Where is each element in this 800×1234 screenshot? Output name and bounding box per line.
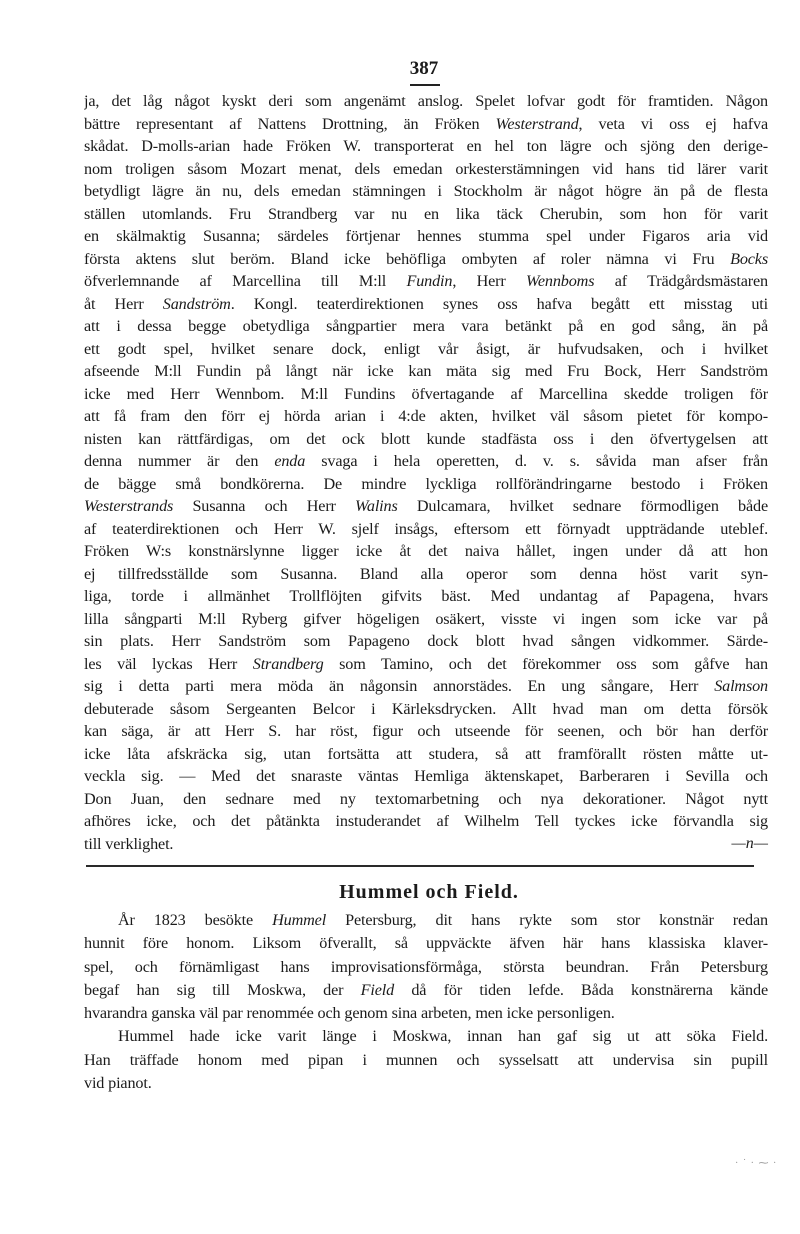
- text-segment: första aktens slut beröm. Bland icke behöfliga ombyten af roler nämna vi Fru: [84, 249, 731, 268]
- text-segment: sin plats. Herr Sandström som Papageno dock blott hvad sången vidkommer. Särde-: [84, 632, 768, 650]
- text-segment: icke med Herr Wennbom. M:ll Fundins öfvertagande af Marcellina skedde troligen för: [84, 384, 768, 403]
- text-segment: begaf han sig till Moskwa, der: [84, 980, 361, 999]
- article-hummel-field-text: [84, 909, 768, 1095]
- text-segment: skådat. D-molls-arian hade Fröken W. transporterat en hel ton lägre och sjöng den derige-: [84, 137, 768, 155]
- text-line: [84, 270, 768, 293]
- text-segment: debuterade såsom Sergeanten Belcor i Kärleksdrycken. Allt hvad man om detta försök: [84, 699, 768, 718]
- page-number-rule: [410, 84, 440, 86]
- text-segment: till verklighet.: [84, 834, 174, 853]
- text-segment: icke låta afskräcka sig, utan fortsätta att studera, så att framförallt rösten måtte ut-: [84, 744, 768, 763]
- text-segment: sig i detta parti mera möda än någonsin annorstädes. En ung sångare, Herr: [84, 677, 715, 695]
- author-signature: —n—: [731, 834, 768, 852]
- italic-name: Westerstrand: [495, 114, 579, 133]
- italic-name: Walins: [355, 497, 398, 515]
- text-segment: Fröken W:s konstnärslynne ligger icke åt det naiva hållet, ingen under då att hon: [84, 542, 768, 560]
- text-segment: , veta vi oss ej hafva: [578, 114, 768, 133]
- text-segment: Han träffade honom med pipan i munnen och sysselsatt att undervisa sin pupill: [84, 1050, 768, 1069]
- text-line: [84, 540, 768, 563]
- text-line: [84, 765, 768, 788]
- italic-name: Salmson: [714, 677, 768, 695]
- text-segment: att i dessa begge obetydliga sångpartier mera vara betänkt på en god sång, än på: [84, 317, 768, 335]
- text-line: [84, 909, 768, 932]
- text-segment: afseende M:ll Fundin på långt när icke kan mäta sig med Fru Bock, Herr Sandström: [84, 362, 768, 380]
- text-line: [84, 563, 768, 586]
- text-line: [84, 956, 768, 979]
- text-segment: Hummel hade icke varit länge i Moskwa, innan han gaf sig ut att söka Field.: [118, 1027, 768, 1046]
- text-segment: bättre representant af Nattens Drottning, än Fröken: [84, 114, 496, 133]
- text-line: [84, 585, 768, 608]
- text-line: [84, 698, 768, 721]
- text-line: [84, 225, 768, 248]
- text-line: [84, 608, 768, 631]
- text-line: [84, 1072, 768, 1095]
- text-line: [84, 653, 768, 676]
- text-segment: att få fram den förr ej hörda arian i 4:de akten, hvilket väl såsom pietet för kompo-: [84, 407, 768, 425]
- text-segment: spel, och förnämligast hans improvisationsförmåga, största beundran. Från Petersburg: [84, 957, 768, 976]
- ornament-mark: · ˙ · ⁓ ·: [735, 1158, 778, 1169]
- text-line: [84, 113, 768, 136]
- text-segment: de bägge små bondkörerna. De mindre lyckliga rollförändringarne bestodo i Fröken: [84, 474, 768, 493]
- text-segment: nom troligen såsom Mozart menat, dels emedan orkesterstämningen vid hans tid lärer varit: [84, 159, 768, 178]
- text-segment: veckla sig. — Med det snaraste väntas Hemliga äktenskapet, Barberaren i Sevilla och: [84, 767, 768, 785]
- text-segment: ej tillfredsställde som Susanna. Bland alla operor som denna höst varit syn-: [84, 564, 768, 583]
- text-segment: då för tiden lefde. Båda konstnärerna kände: [394, 980, 768, 999]
- page-number: 387: [409, 58, 439, 79]
- text-segment: . Kongl. teaterdirektionen synes oss hafva begått ett misstag uti: [230, 294, 768, 313]
- text-line: [84, 932, 768, 955]
- text-segment: Don Juan, den sednare med ny textomarbetning och nya dekorationer. Något nytt: [84, 789, 768, 808]
- italic-name: enda: [274, 452, 306, 470]
- text-segment: hvarandra ganska väl par renommée och genom sina arbeten, men icke personligen.: [84, 1004, 615, 1023]
- text-segment: liga, torde i allmänhet Trollflöjten gifvits bäst. Med undantag af Papagena, hvars: [84, 587, 768, 605]
- text-segment: svaga i hela operetten, d. v. s. såvida man afser från: [305, 452, 768, 470]
- text-segment: en skälmaktig Susanna; särdeles förtjenar hennes stumma spel under Figaros aria vid: [84, 227, 768, 245]
- text-line: [84, 743, 768, 766]
- text-line: [84, 473, 768, 496]
- text-segment: År 1823 besökte: [118, 911, 273, 929]
- text-line: [84, 675, 768, 698]
- italic-name: Wennboms: [526, 272, 595, 290]
- italic-name: Sandström: [162, 294, 231, 313]
- section-divider: [86, 865, 754, 867]
- text-segment: nisten kan rättfärdigas, om det ock blott kunde stadfästa oss i den öfvertygelsen att: [84, 429, 768, 448]
- text-segment: Susanna och Herr: [173, 497, 356, 515]
- text-line: [84, 383, 768, 406]
- text-line: [84, 248, 768, 271]
- text-segment: ställen utomlands. Fru Strandberg var nu en lika täck Cherubin, som hon för varit: [84, 204, 768, 223]
- text-line: [84, 630, 768, 653]
- text-line: [84, 90, 768, 113]
- text-segment: afhöres icke, och det påtänkta instuderandet af Wilhelm Tell tyckes icke förvandla sig: [84, 812, 768, 830]
- italic-name: Fundin: [406, 272, 453, 290]
- text-segment: af teaterdirektionen och Herr W. sjelf insågs, eftersom ett förnyadt uppträdande uteblef.: [84, 519, 768, 538]
- text-line: [84, 495, 768, 518]
- text-segment: ja, det låg något kyskt deri som angenämt anslog. Spelet lofvar godt för framtiden. Någon: [84, 92, 768, 110]
- italic-name: Strandberg: [252, 654, 324, 673]
- text-segment: lilla sångparti M:ll Ryberg gifver högeligen osäkert, visste vi ingen som icke var på: [84, 609, 768, 628]
- text-line: [84, 979, 768, 1002]
- text-line: [84, 450, 768, 473]
- article-review-text: [84, 90, 768, 855]
- italic-name: Hummel: [272, 911, 327, 929]
- text-line: [84, 135, 768, 158]
- text-line: [84, 180, 768, 203]
- text-line: [84, 293, 768, 316]
- text-line: [84, 788, 768, 811]
- text-line: [84, 315, 768, 338]
- text-segment: , Herr: [452, 272, 527, 290]
- italic-name: Westerstrands: [84, 497, 174, 515]
- text-line: [84, 338, 768, 361]
- text-segment: betydligt lägre än nu, dels emedan stämningen i Stockholm är något högre än på de flesta: [84, 182, 768, 200]
- text-line: [84, 1002, 768, 1025]
- text-line: [84, 428, 768, 451]
- text-segment: denna nummer är den: [84, 452, 275, 470]
- text-segment: af Trädgårdsmästaren: [594, 272, 768, 290]
- text-segment: Petersburg, dit hans rykte som stor konstnär redan: [326, 911, 768, 929]
- text-segment: öfverlemnande af Marcellina till M:ll: [84, 272, 407, 290]
- text-line: [84, 360, 768, 383]
- text-segment: vid pianot.: [84, 1074, 152, 1093]
- text-segment: les väl lyckas Herr: [84, 654, 253, 673]
- text-segment: kan säga, är att Herr S. har röst, figur och utseende för seenen, och bör han derför: [84, 722, 768, 740]
- text-line: [84, 1049, 768, 1072]
- text-segment: Dulcamara, hvilket sednare förmodligen både: [397, 497, 768, 515]
- text-segment: åt Herr: [84, 294, 163, 313]
- text-line: [84, 1025, 768, 1048]
- text-line: [84, 518, 768, 541]
- text-segment: ett godt spel, hvilket senare dock, enligt vår åsigt, är hufvudsaken, och i hvilket: [84, 339, 768, 358]
- text-line: [84, 405, 768, 428]
- text-segment: som Tamino, och det förekommer oss som gåfve han: [323, 654, 768, 673]
- text-line: [84, 810, 768, 833]
- text-segment: hunnit före honom. Liksom öfverallt, så uppväckte äfven här hans klassiska klaver-: [84, 934, 768, 953]
- italic-name: Bocks: [730, 249, 768, 268]
- article-heading: Hummel och Field.: [339, 881, 519, 903]
- italic-name: Field: [360, 980, 395, 999]
- text-line: [84, 203, 768, 226]
- text-line: [84, 158, 768, 181]
- text-line: [84, 720, 768, 743]
- text-line: [84, 833, 768, 856]
